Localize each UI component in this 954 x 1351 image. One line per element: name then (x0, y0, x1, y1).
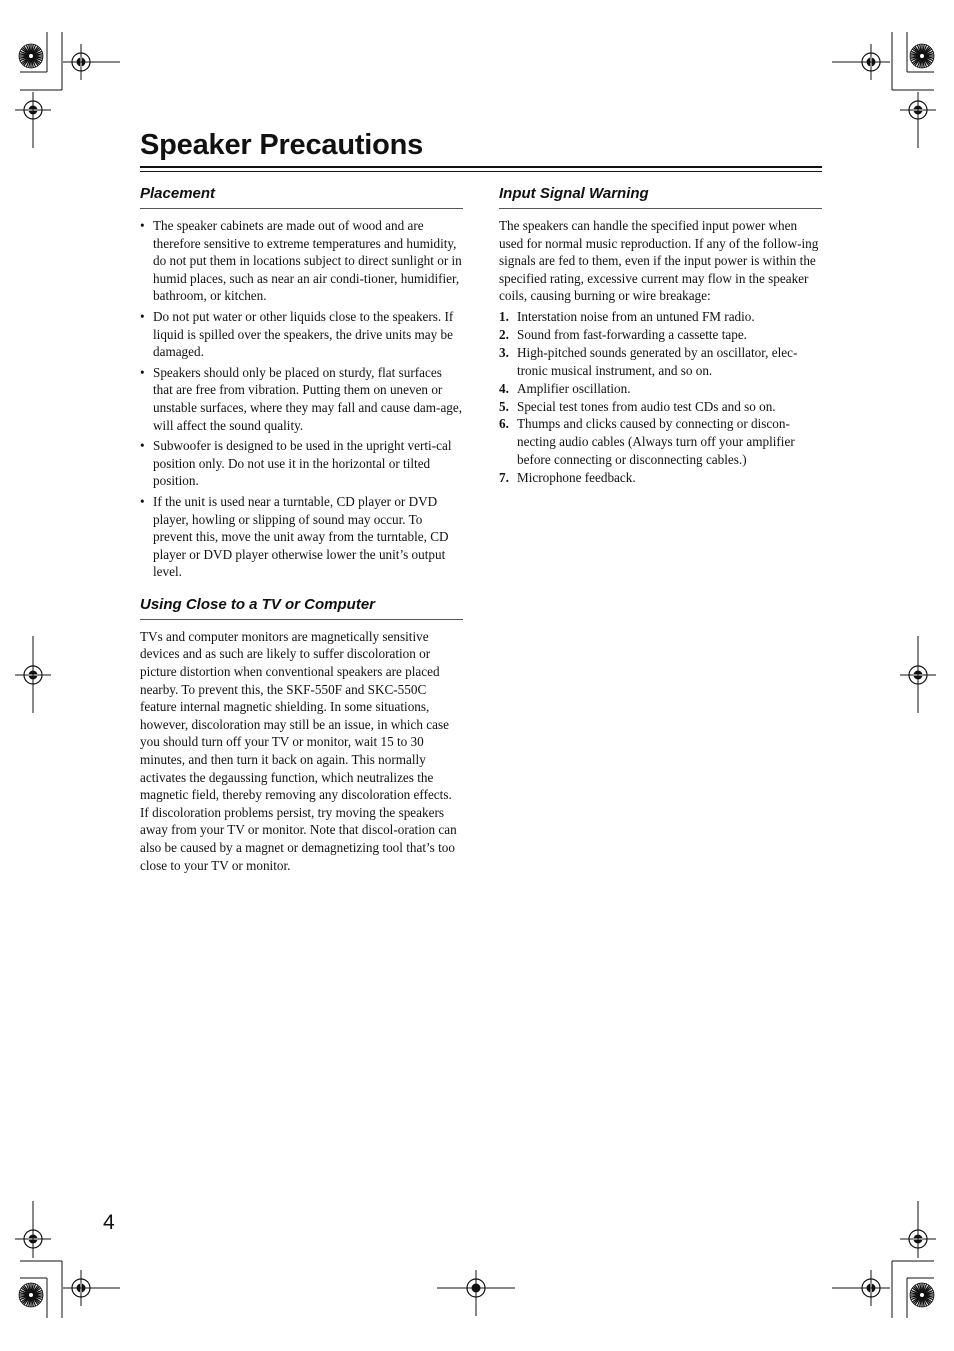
left-column (140, 184, 463, 874)
starburst-registration-icon (910, 1283, 934, 1307)
bullet-icon: • (140, 308, 145, 324)
title-rule-thin (140, 171, 822, 172)
list-item: 2. Sound from fast-forwarding a cassette tape. (499, 326, 747, 342)
section-heading-tv-computer: Using Close to a TV or Computer (140, 595, 463, 620)
page-title: Speaker Precautions (140, 129, 424, 161)
section-heading-placement: Placement (140, 184, 463, 209)
page-number: 4 (103, 1211, 115, 1234)
list-item: • If the unit is used near a turntable, CD player or DVD player, howling or slipping of sound may occur. To prevent this, move the unit away from the turntable, CD player or DVD player otherwise lower the unit’s output level. (140, 493, 449, 580)
list-item: • Subwoofer is designed to be used in the upright verti-cal position only. Do not use it in the horizontal or tilted position. (140, 438, 452, 489)
starburst-registration-icon (910, 44, 934, 68)
starburst-registration-icon (19, 1283, 43, 1307)
section-heading-input-signal-warning: Input Signal Warning (499, 184, 822, 209)
list-item: 3. High-pitched sounds generated by an oscillator, elec-tronic musical instrument, and so on. (499, 344, 798, 378)
title-rule (140, 166, 822, 168)
placement-list (140, 217, 463, 581)
input-warning-intro: The speakers can handle the specified input power when used for normal music reproduction. If any of the follow-ing signals are fed to them, even if the input power is within the specified rating, excessive current may flow in the speaker coils, causing burning or wire breakage: (499, 218, 819, 304)
tv-computer-paragraph: TVs and computer monitors are magnetically sensitive devices and as such are likely to suffer discoloration or picture distortion when conventional speakers are placed nearby. To prevent this, the SKF-550F and SKC-550C feature internal magnetic shielding. In some situations, however, discoloration may still be an issue, in which case you should turn off your TV or monitor, wait 15 to 30 minutes, and then turn it back on again. This normally activates the degaussing function, which neutralizes the magnetic field, thereby removing any discoloration effects. If discoloration problems persist, try moving the speakers away from your TV or monitor. Note that discol-oration can also be caused by a magnet or demagnetizing tool that’s too close to your TV or monitor. (140, 628, 457, 873)
bullet-icon: • (140, 438, 145, 454)
list-item: 5. Special test tones from audio test CDs and so on. (499, 398, 776, 414)
list-item: • The speaker cabinets are made out of wood and are therefore sensitive to extreme temperatures and humidity, do not put them in locations subject to direct sunlight or in humid places, such as near an air condi-tioner, humidifier, bathroom, or kitchen. (140, 218, 462, 304)
bullet-icon: • (140, 218, 145, 233)
right-column (499, 184, 822, 487)
bullet-icon: • (140, 493, 145, 509)
list-item: 4. Amplifier oscillation. (499, 380, 631, 396)
list-item: • Speakers should only be placed on sturdy, flat surfaces that are free from vibration. Putting them on uneven or unstable surfaces, where they may fall and cause dam-age, will affect the sound quality. (140, 364, 463, 433)
list-item: 1. Interstation noise from an untuned FM radio. (499, 308, 755, 324)
starburst-registration-icon (19, 44, 43, 68)
list-item: • Do not put water or other liquids close to the speakers. If liquid is spilled over the speakers, the drive units may be damaged. (140, 308, 454, 360)
input-warning-list (499, 308, 822, 486)
list-item: 6. Thumps and clicks caused by connecting or discon-necting audio cables (Always turn off your amplifier before connecting or disconnecting cables.) (499, 416, 795, 467)
list-item: 7. Microphone feedback. (499, 469, 636, 485)
bullet-icon: • (140, 364, 145, 380)
